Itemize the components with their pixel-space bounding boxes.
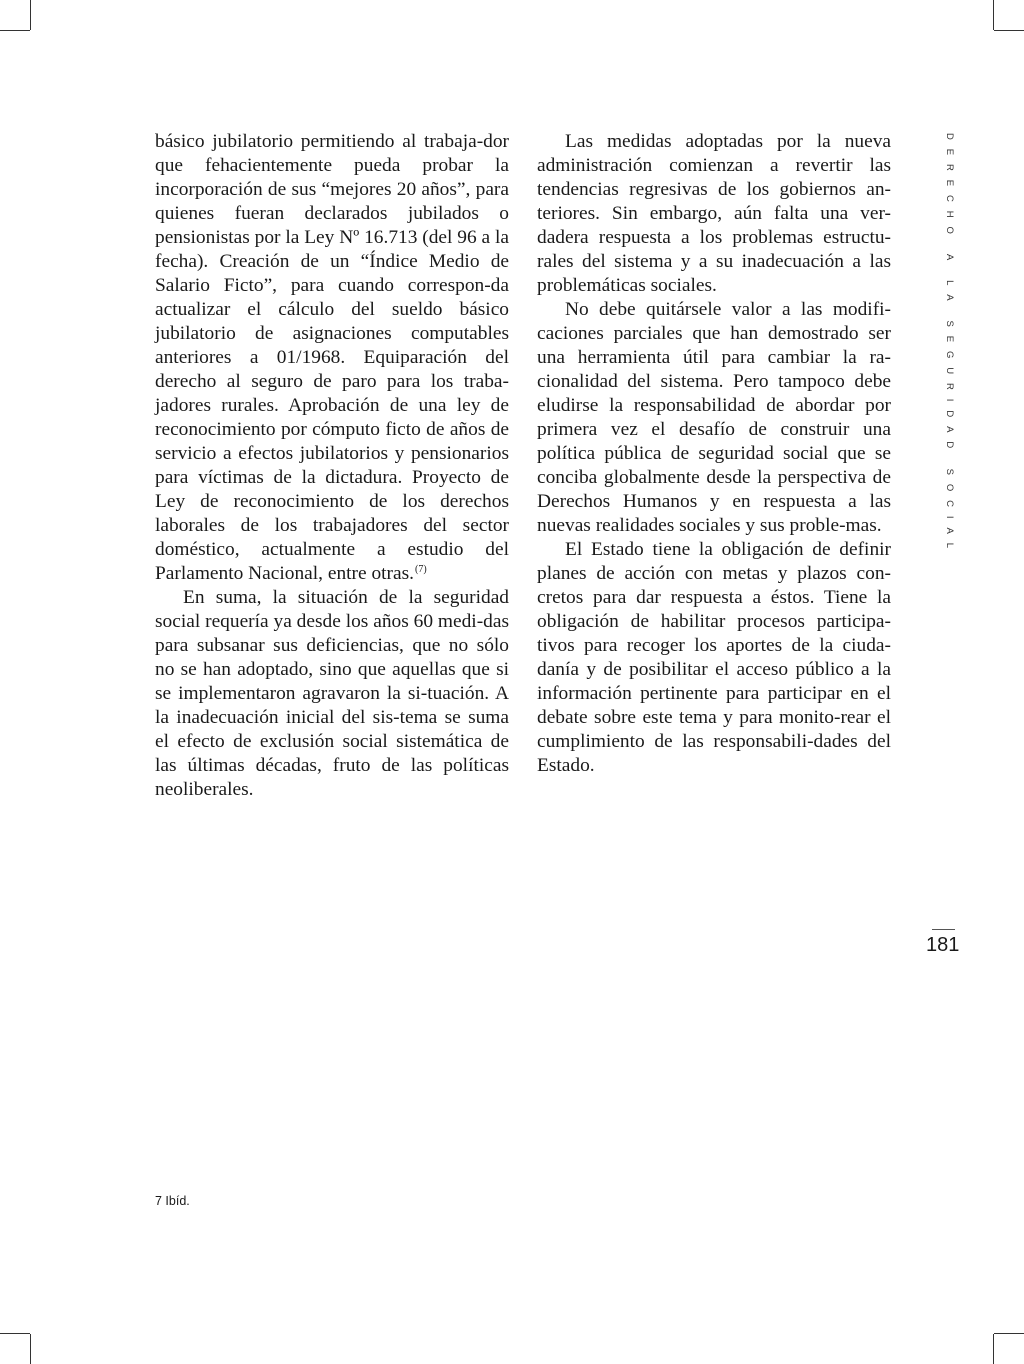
- right-paragraph-1: Las medidas adoptadas por la nueva administración comienzan a revertir las tendencias regresivas de los gobiernos an-teriores. Sin embargo, aún falta una ver-dadera respuesta a los problemas estructu-rales del sistema y a su inadecuación a las problemáticas sociales.: [537, 131, 891, 296]
- crop-mark-top-right-h: [994, 30, 1024, 31]
- crop-mark-top-right-v: [993, 0, 994, 30]
- page-number: 181: [926, 934, 960, 956]
- crop-mark-bottom-right-v: [993, 1334, 994, 1364]
- left-paragraph-1: [155, 130, 509, 586]
- right-paragraph-2: No debe quitársele valor a las modifi-caciones parciales que han demostrado ser una herramienta útil para cambiar la ra-cionalidad del sistema. Pero tampoco debe eludirse la responsabilidad de abordar por primera vez el desafío de construir una política pública de seguridad social que se conciba globalmente desde la perspectiva de Derechos Humanos y en respuesta a las nuevas realidades sociales y sus proble-mas.: [537, 299, 891, 536]
- crop-mark-top-left-v: [30, 0, 31, 30]
- footnote: 7 Ibíd.: [155, 1194, 190, 1208]
- left-paragraph-1-text: básico jubilatorio permitiendo al trabaja-dor que fehacientemente pueda probar la incorporación de sus “mejores 20 años”, para quienes fueran declarados jubilados o pensionistas por la Ley Nº 16.713 (del 96 a la fecha). Creación de un “Índice Medio de Salario Ficto”, para cuando correspon-da actualizar el cálculo del sueldo básico jubilatorio de asignaciones computables anteriores a 01/1968. Equiparación del derecho al seguro de paro para los traba-jadores rurales. Aprobación de una ley de reconocimiento por cómputo ficto de años de servicio a efectos jubilatorios y pensionarios para víctimas de la dictadura. Proyecto de Ley de reconocimiento de los derechos laborales de los trabajadores del sector doméstico, actualmente a estudio del Parlamento Nacional, entre otras.: [155, 131, 509, 584]
- crop-mark-bottom-right-h: [994, 1333, 1024, 1334]
- footnote-ref-7: (7): [414, 564, 427, 575]
- crop-mark-bottom-left-h: [0, 1333, 30, 1334]
- left-column: [155, 130, 509, 802]
- right-column: [537, 130, 891, 778]
- crop-mark-bottom-left-v: [30, 1334, 31, 1364]
- crop-mark-top-left-h: [0, 30, 30, 31]
- page-number-rule: [932, 929, 955, 930]
- left-paragraph-2: En suma, la situación de la seguridad social requería ya desde los años 60 medi-das para subsanar sus deficiencias, que no sólo no se han adoptado, sino que aquellas que si se implementaron agravaron la si-tuación. A la inadecuación inicial del sis-tema se suma el efecto de exclusión social sistemática de las últimas décadas, fruto de las políticas neoliberales.: [155, 587, 509, 800]
- right-paragraph-3: El Estado tiene la obligación de definir planes de acción con metas y plazos con-cretos para dar respuesta a éstos. Tiene la obligación de habilitar procesos participa-tivos para recoger los aportes de la ciuda-danía y de posibilitar el acceso público a la información pertinente para participar en el debate sobre este tema y para monito-rear el cumplimiento de las responsabili-dades del Estado.: [537, 539, 891, 776]
- running-head: DERECHO A LA SEGURIDAD SOCIAL: [944, 133, 955, 557]
